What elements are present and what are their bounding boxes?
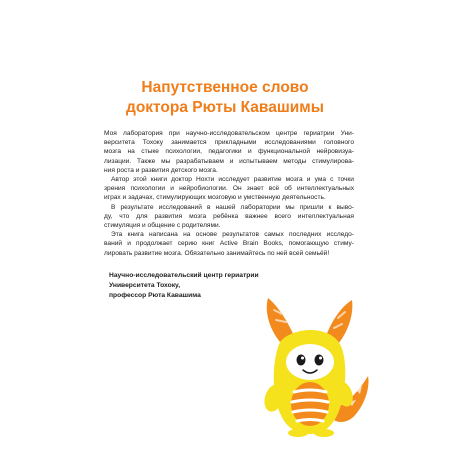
body-line: ду, что для развития мозга ребёнка важнее всего интеллектуальная <box>104 212 354 220</box>
monster-mascot-illustration <box>240 290 380 440</box>
body-line: мозга на стыке психологии, педагогики и функциональной нейровизуа- <box>104 148 354 156</box>
title-line-2: доктора Рюты Кавашимы <box>125 99 324 116</box>
body-line: В результате исследований в нашей лаборатории мы пришли к выво- <box>111 203 354 211</box>
mascot-right-eye <box>315 355 324 366</box>
title-line-1: Напутственное слово <box>141 79 309 96</box>
signature-line-2: Университета Тохоку, <box>109 282 181 289</box>
page-title <box>0 78 450 118</box>
mascot-left-eye <box>297 355 306 366</box>
body-line: зрения психологии и нейробиологии. Он знает всё об интеллектуальных <box>104 185 354 193</box>
body-line: ваний и продолжает серию книг Active Brain Books, помогающую стиму- <box>104 240 354 248</box>
body-line: Моя лаборатория при научно-исследовательском центре гериатрии Уни- <box>104 130 354 137</box>
body-line: стимуляция и общение с родителями. <box>104 222 221 230</box>
body-text <box>104 129 354 258</box>
body-line: играх и задачах, стимулирующих мозговую и умственную деятельность. <box>104 194 326 202</box>
body-line: лировать развитие мозга. Обязательно занимайтесь по ней всей семьёй! <box>104 249 330 257</box>
signature-line-3: профессор Рюта Кавашима <box>109 292 201 299</box>
body-line: верситета Тохоку занимается прикладными исследованиями головного <box>104 139 354 147</box>
body-line: Автор этой книги доктор Нохти исследует развитие мозга и ума с точки <box>111 176 354 184</box>
body-line: лизации. Также мы разрабатываем и испытываем методы стимулирова- <box>104 157 354 165</box>
signature-block <box>109 271 259 301</box>
body-line: Эта книга написана на основе результатов самых последних исследо- <box>111 231 354 239</box>
body-line: ния роста и развития детского мозга. <box>104 166 218 174</box>
mascot-face <box>286 344 334 380</box>
signature-line-1: Научно-исследовательский центр гериатрии <box>109 272 259 279</box>
